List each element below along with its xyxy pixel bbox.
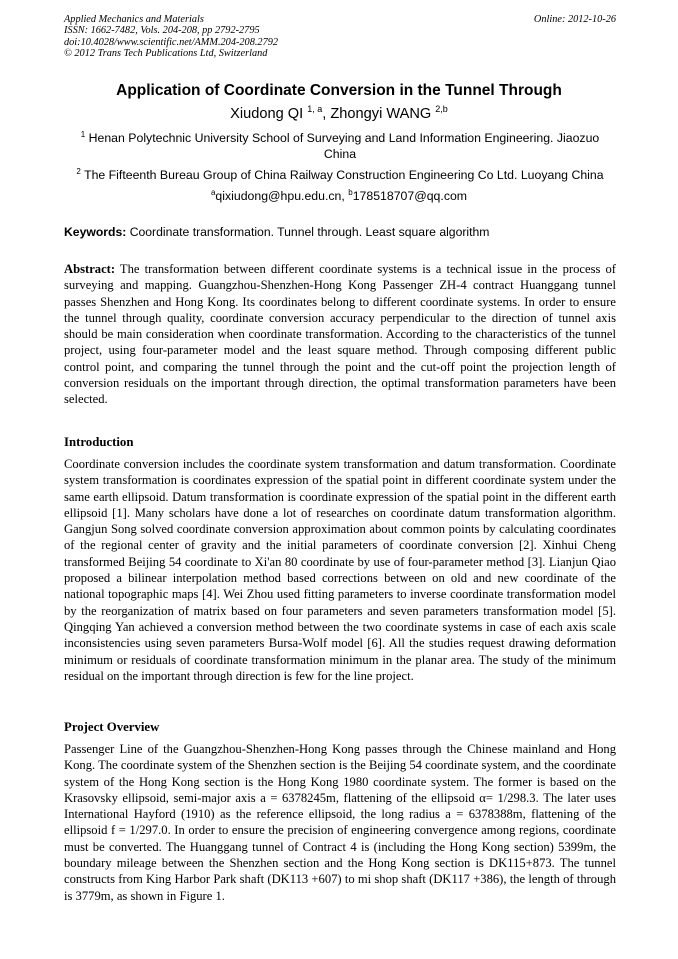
- email-2-mark: b: [348, 188, 353, 197]
- affiliation-2-mark: 2: [76, 167, 81, 176]
- online-date: Online: 2012-10-26: [533, 14, 616, 25]
- author-separator: ,: [322, 106, 331, 122]
- project-overview-heading: Project Overview: [64, 720, 160, 734]
- affiliation-1: [72, 131, 608, 162]
- author-1-affiliation-mark: 1, a: [307, 104, 323, 114]
- journal-name: Applied Mechanics and Materials: [64, 14, 204, 25]
- introduction-heading: Introduction: [64, 435, 134, 449]
- author-emails: [0, 189, 678, 204]
- affiliation-2-text: The Fifteenth Bureau Group of China Railway Construction Engineering Co Ltd. Luoyang China: [84, 168, 604, 182]
- introduction-paragraph: Coordinate conversion includes the coordinate system transformation and datum transformation. Coordinate system transformation is coordinates expression of the spatial point in different coordinate system under the same earth ellipsoid. Datum transformation is coordinate expression of the spatial point in the different earth ellipsoid [1]. Many scholars have done a lot of researches on coordinate datum transformation algorithm. Gangjun Song solved coordinate conversion approximation about common points by calculating coordinates of the regional center of gravity and the initial parameters of coordinate conversion [2]. Xinhui Cheng transformed Beijing 54 coordinate to Xi'an 80 coordinate by use of four-parameter method [3]. Lianjun Qiao proposed a bilinear interpolation method based corrections between on old and new coordinate of the national topographic maps [4]. Wei Zhou used fitting parameters to inverse coordinate transformation model by the reorganization of matrix based on four parameters and seven parameters transformation model [5]. Qingqing Yan achieved a conversion method between the two coordinate systems in case of each axis scale inconsistencies using seven parameters Bursa-Wolf model [6]. All the studies request drawing deformation minimum or residuals of coordinate transformation minimum in the planar area. The study of the minimum residual on the important through direction is few for the line project.: [64, 457, 616, 683]
- keywords: [64, 225, 616, 240]
- paper-title: Application of Coordinate Conversion in the Tunnel Through: [116, 82, 562, 99]
- journal-header: [64, 14, 616, 60]
- keywords-label: Keywords:: [64, 225, 127, 239]
- journal-copyright: © 2012 Trans Tech Publications Ltd, Switzerland: [64, 48, 268, 60]
- author-line: [0, 104, 678, 124]
- project-overview-paragraph: Passenger Line of the Guangzhou-Shenzhen-Hong Kong passes through the Chinese mainland and Hong Kong. The coordinate system of the Shenzhen section is the Beijing 54 coordinate system, and the coordinate system of the Hong Kong section is the Hong Kong 1980 coordinate system. The former is based on the Krasovsky ellipsoid, semi-major axis a = 6378245m, flattening of the ellipsoid α= 1/298.3. The later uses International Hayford (1910) as the reference ellipsoid, the long radius a = 6378388m, flattening of the ellipsoid f = 1/297.0. In order to ensure the precision of engineering convergence among regions, coordinate must be converted. The Huanggang tunnel of Contract 4 is (including the Hong Kong section) 5399m, the boundary mileage between the Shenzhen section and the Hong Kong section is DK115+873. The tunnel constructs from King Harbor Park shaft (DK113 +607) to mi shop shaft (DK117 +386), the length of through is 3779m, as shown in Figure 1.: [64, 742, 616, 903]
- email-1-mark: a: [210, 188, 216, 197]
- abstract-label: Abstract:: [64, 262, 116, 276]
- abstract-text: The transformation between different coordinate systems is a technical issue in the process of surveying and mapping. Guangzhou-Shenzhen-Hong Kong Passenger ZH-4 contract Huanggang tunnel passes Shenzhen and Hong Kong. Its coordinates belong to different coordinate systems. In order to ensure the tunnel through quality, coordinate conversion accuracy perpendicular to the direction of tunnel axis should be main consideration when coordinate transformation. According to the characteristics of the tunnel project, using four-parameter model and the least square method. Through composing different public control point, and comparing the tunnel through the point and the cut-off point the projection length of conversion residuals on the important through direction, the optimal transformation parameters have been selected.: [64, 262, 616, 407]
- email-1[interactable]: qixiudong@hpu.edu.cn,: [215, 189, 349, 203]
- keywords-text: Coordinate transformation. Tunnel through. Least square algorithm: [126, 225, 490, 239]
- affiliation-1-mark: 1: [80, 130, 86, 139]
- author-1-name: Xiudong QI: [230, 106, 304, 122]
- abstract: [64, 261, 616, 408]
- affiliation-1-text: Henan Polytechnic University School of Surveying and Land Information Engineering. Jiaozuo China: [88, 131, 600, 161]
- email-2[interactable]: 178518707@qq.com: [352, 189, 468, 203]
- author-2-name: Zhongyi WANG: [330, 106, 432, 122]
- author-2-affiliation-mark: 2,b: [435, 104, 448, 114]
- journal-doi: doi:10.4028/www.scientific.net/AMM.204-208.2792: [64, 36, 279, 48]
- journal-issn: ISSN: 1662-7482, Vols. 204-208, pp 2792-2795: [64, 25, 260, 37]
- affiliation-2: [72, 168, 608, 184]
